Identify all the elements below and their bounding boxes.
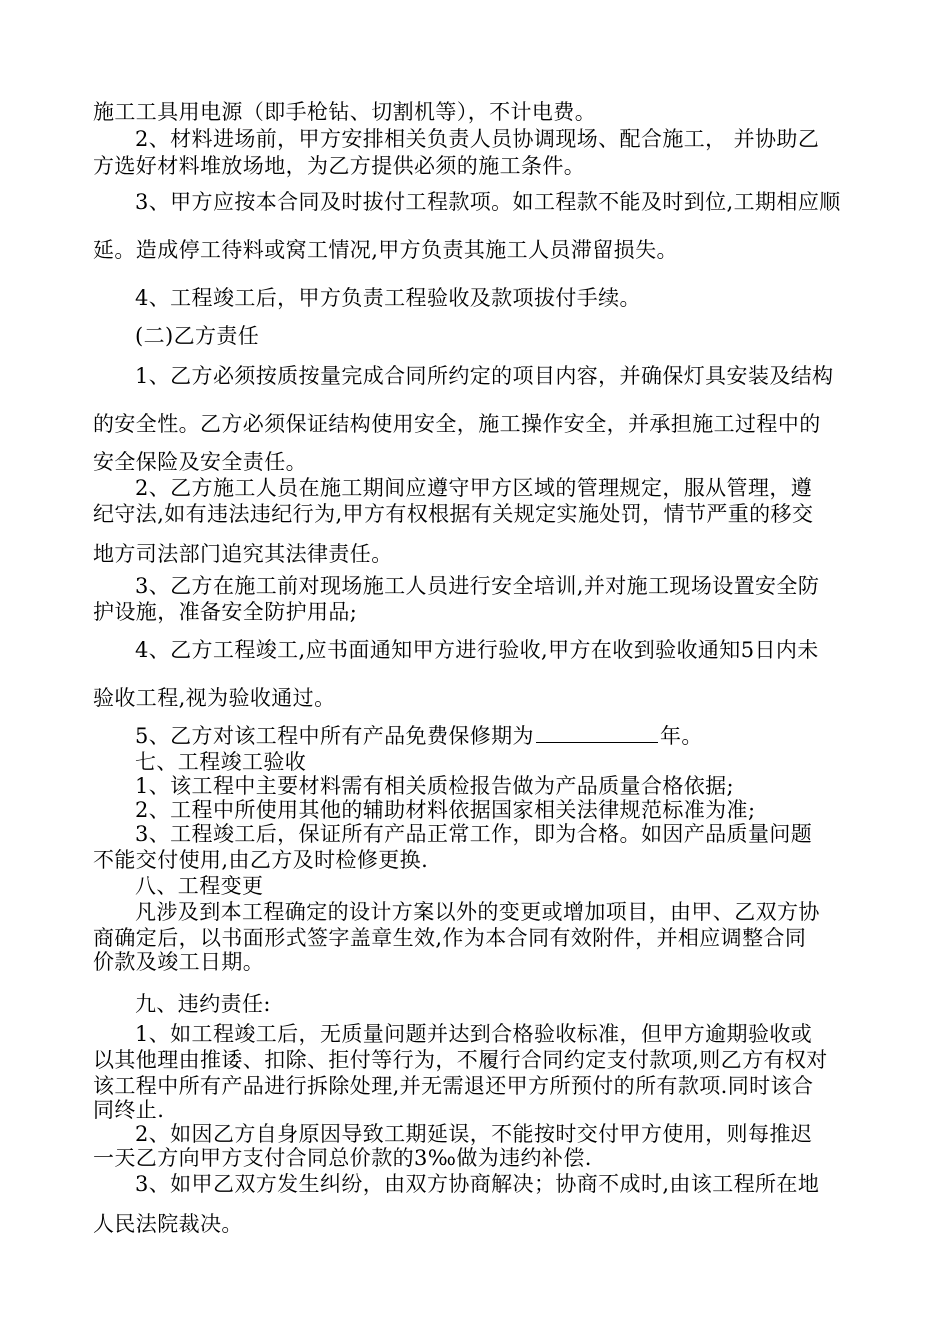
- text-line: 凡涉及到本工程确定的设计方案以外的变更或增加项目，由甲、乙双方协: [135, 900, 820, 924]
- text-line: 价款及竣工日期。: [93, 950, 265, 974]
- text-line: 3、乙方在施工前对现场施工人员进行安全培训,并对施工现场设置安全防: [135, 574, 820, 598]
- text-line: 以其他理由推诿、扣除、拒付等行为，不履行合同约定支付款项,则乙方有权对: [93, 1048, 828, 1072]
- warranty-unit: 年。: [659, 724, 703, 748]
- text-line: 2、如因乙方自身原因导致工期延误，不能按时交付甲方使用，则每推迟: [135, 1122, 813, 1146]
- text-line: 安全保险及安全责任。: [93, 450, 307, 474]
- warranty-line: [135, 722, 905, 750]
- text-line: 护设施，准备安全防护用品;: [93, 600, 358, 624]
- text-line: 1、乙方必须按质按量完成合同所约定的项目内容，并确保灯具安装及结构: [135, 364, 834, 388]
- text-line: 1、如工程竣工后，无质量问题并达到合格验收标准，但甲方逾期验收或: [135, 1022, 813, 1046]
- text-line: 人民法院裁决。: [93, 1212, 243, 1236]
- text-line: 2、材料进场前，甲方安排相关负责人员协调现场、配合施工， 并协助乙: [135, 127, 820, 151]
- text-line: 的安全性。乙方必须保证结构使用安全，施工操作安全，并承担施工过程中的: [93, 412, 821, 436]
- text-line: 3、工程竣工后，保证所有产品正常工作，即为合格。如因产品质量问题: [135, 822, 813, 846]
- text-line: 该工程中所有产品进行拆除处理,并无需退还甲方所预付的所有款项.同时该合: [93, 1074, 814, 1098]
- text-line: 不能交付使用,由乙方及时检修更换.: [93, 848, 429, 872]
- text-line: 施工工具用电源（即手枪钻、切割机等），不计电费。: [93, 100, 597, 124]
- text-line: 4、乙方工程竣工,应书面通知甲方进行验收,甲方在收到验收通知5日内未: [135, 638, 819, 662]
- text-line: 3、甲方应按本合同及时拔付工程款项。如工程款不能及时到位,工期相应顺: [135, 190, 841, 214]
- text-line: 一天乙方向甲方支付合同总价款的3‰做为违约补偿.: [93, 1146, 592, 1170]
- text-line: 1、该工程中主要材料需有相关质检报告做为产品质量合格依据;: [135, 774, 735, 798]
- text-line: 纪守法,如有违法违纪行为,甲方有权根据有关规定实施处罚，情节严重的移交: [93, 502, 814, 526]
- text-line: 方选好材料堆放场地，为乙方提供必须的施工条件。: [93, 154, 586, 178]
- text-line: 2、乙方施工人员在施工期间应遵守甲方区域的管理规定，服从管理，遵: [135, 476, 813, 500]
- warranty-years-blank: [536, 722, 658, 743]
- section-heading: 九、违约责任:: [135, 992, 271, 1016]
- text-line: 4、工程竣工后，甲方负责工程验收及款项拔付手续。: [135, 286, 641, 310]
- text-line: 2、工程中所使用其他的辅助材料依据国家相关法律规范标准为准;: [135, 798, 756, 822]
- warranty-text: 5、乙方对该工程中所有产品免费保修期为: [135, 724, 534, 748]
- section-heading: (二)乙方责任: [135, 324, 260, 348]
- text-line: 3、如甲乙双方发生纠纷，由双方协商解决；协商不成时,由该工程所在地: [135, 1172, 820, 1196]
- text-line: 验收工程,视为验收通过。: [93, 686, 336, 710]
- text-line: 同终止.: [93, 1098, 165, 1122]
- section-heading: 八、工程变更: [135, 874, 264, 898]
- text-line: 商确定后，以书面形式签字盖章生效,作为本合同有效附件，并相应调整合同: [93, 926, 807, 950]
- text-line: 延。造成停工待料或窝工情况,甲方负责其施工人员滞留损失。: [93, 238, 678, 262]
- text-line: 地方司法部门追究其法律责任。: [93, 542, 393, 566]
- section-heading: 七、工程竣工验收: [135, 750, 307, 774]
